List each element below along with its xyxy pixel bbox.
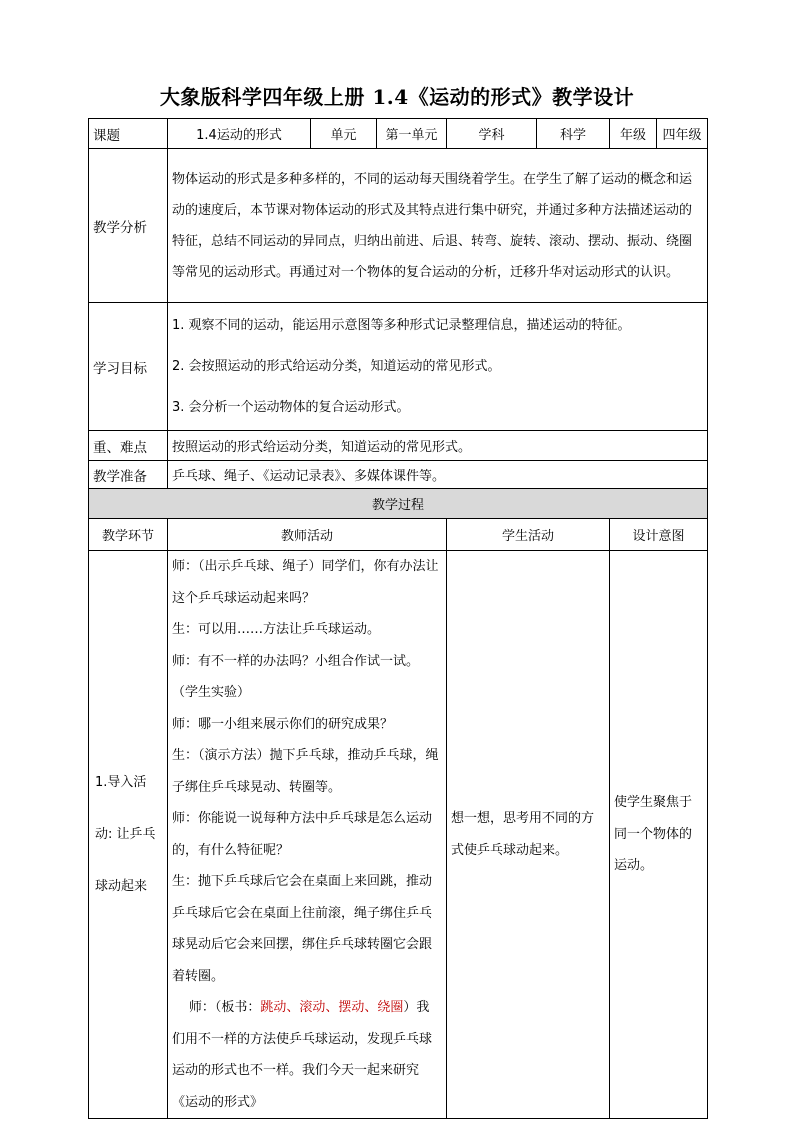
grade-value: 四年级 <box>657 119 708 149</box>
subject-label: 学科 <box>447 119 537 149</box>
goal-item: 2. 会按照运动的形式给运动分类，知道运动的常见形式。 <box>172 359 501 374</box>
goal-item: 3. 会分析一个运动物体的复合运动形式。 <box>172 400 410 415</box>
topic-label: 课题 <box>89 119 168 149</box>
key-points-label: 重、难点 <box>89 431 168 461</box>
student-line: 生：可以用……方法让乒乓球运动。 <box>172 622 381 637</box>
stage-cell: 1.导入活动: 让乒乓球动起来 <box>89 551 168 1119</box>
board-suffix: ）我们用不一样的方法使乒乓球运动，发现乒乓球运动的形式也不一样。我们今天一起来研究《运动的形式》 <box>172 1000 433 1110</box>
note-line: （学生实验） <box>172 685 251 700</box>
header-row <box>89 119 708 149</box>
key-points-text: 按照运动的形式给运动分类，知道运动的常见形式。 <box>168 431 708 461</box>
analysis-row <box>89 149 708 303</box>
process-header-row <box>89 519 708 551</box>
document-title: 大象版科学四年级上册 1.4《运动的形式》教学设计 <box>159 85 635 109</box>
column-header-intent: 设计意图 <box>610 519 708 551</box>
column-header-student: 学生活动 <box>447 519 610 551</box>
unit-value: 第一单元 <box>377 119 447 149</box>
teacher-line: 师：你能说一说每种方法中乒乓球是怎么运动的，有什么特征呢？ <box>172 811 433 858</box>
student-line: 生：（演示方法）抛下乒乓球，推动乒乓球，绳子绑住乒乓球晃动、转圈等。 <box>172 748 439 795</box>
goals-list <box>168 303 708 431</box>
grade-label: 年级 <box>610 119 657 149</box>
key-points-row <box>89 431 708 461</box>
subject-value: 科学 <box>537 119 610 149</box>
analysis-label: 教学分析 <box>89 149 168 303</box>
teacher-line <box>172 992 442 1118</box>
column-header-teacher: 教师活动 <box>168 519 447 551</box>
process-section-title: 教学过程 <box>89 489 708 519</box>
student-line: 生：抛下乒乓球后它会在桌面上来回跳，推动乒乓球后它会在桌面上往前滚，绳子绑住乒乓球晃动后它会来回摆，绑住乒乓球转圈它会跟着转圈。 <box>172 874 433 984</box>
preparation-row <box>89 461 708 489</box>
goals-row <box>89 303 708 431</box>
unit-label: 单元 <box>311 119 377 149</box>
board-keywords: 跳动、滚动、摆动、绕圈 <box>260 1000 404 1015</box>
column-header-stage: 教学环节 <box>89 519 168 551</box>
goal-item: 1. 观察不同的运动，能运用示意图等多种形式记录整理信息，描述运动的特征。 <box>172 318 631 333</box>
teacher-line: 师：（出示乒乓球、绳子）同学们，你有办法让这个乒乓球运动起来吗？ <box>172 559 439 606</box>
process-row-intro <box>89 551 708 1119</box>
analysis-text: 物体运动的形式是多种多样的，不同的运动每天围绕着学生。在学生了解了运动的概念和运动的速度后，本节课对物体运动的形式及其特点进行集中研究，并通过多种方法描述运动的特征，总结不同运动的异同点，归纳出前进、后退、转弯、旋转、滚动、摆动、振动、绕圈等常见的运动形式。再通过对一个物体的复合运动的分析，迁移升华对运动形式的认识。 <box>168 149 708 303</box>
goals-label: 学习目标 <box>89 303 168 431</box>
topic-value: 1.4运动的形式 <box>168 119 311 149</box>
student-activity: 想一想，思考用不同的方式使乒乓球动起来。 <box>447 551 610 1119</box>
lesson-plan-table <box>88 118 708 1119</box>
preparation-text: 乒乓球、绳子、《运动记录表》、多媒体课件等。 <box>168 461 708 489</box>
teacher-line: 师：有不一样的办法吗？小组合作试一试。 <box>172 653 420 669</box>
preparation-label: 教学准备 <box>89 461 168 489</box>
teacher-line: 师：哪一小组来展示你们的研究成果？ <box>172 716 394 732</box>
teacher-activity <box>168 551 447 1119</box>
board-prefix: 师：（板书： <box>188 1000 261 1015</box>
design-intent: 使学生聚焦于同一个物体的运动。 <box>610 551 708 1119</box>
process-section-row <box>89 489 708 519</box>
